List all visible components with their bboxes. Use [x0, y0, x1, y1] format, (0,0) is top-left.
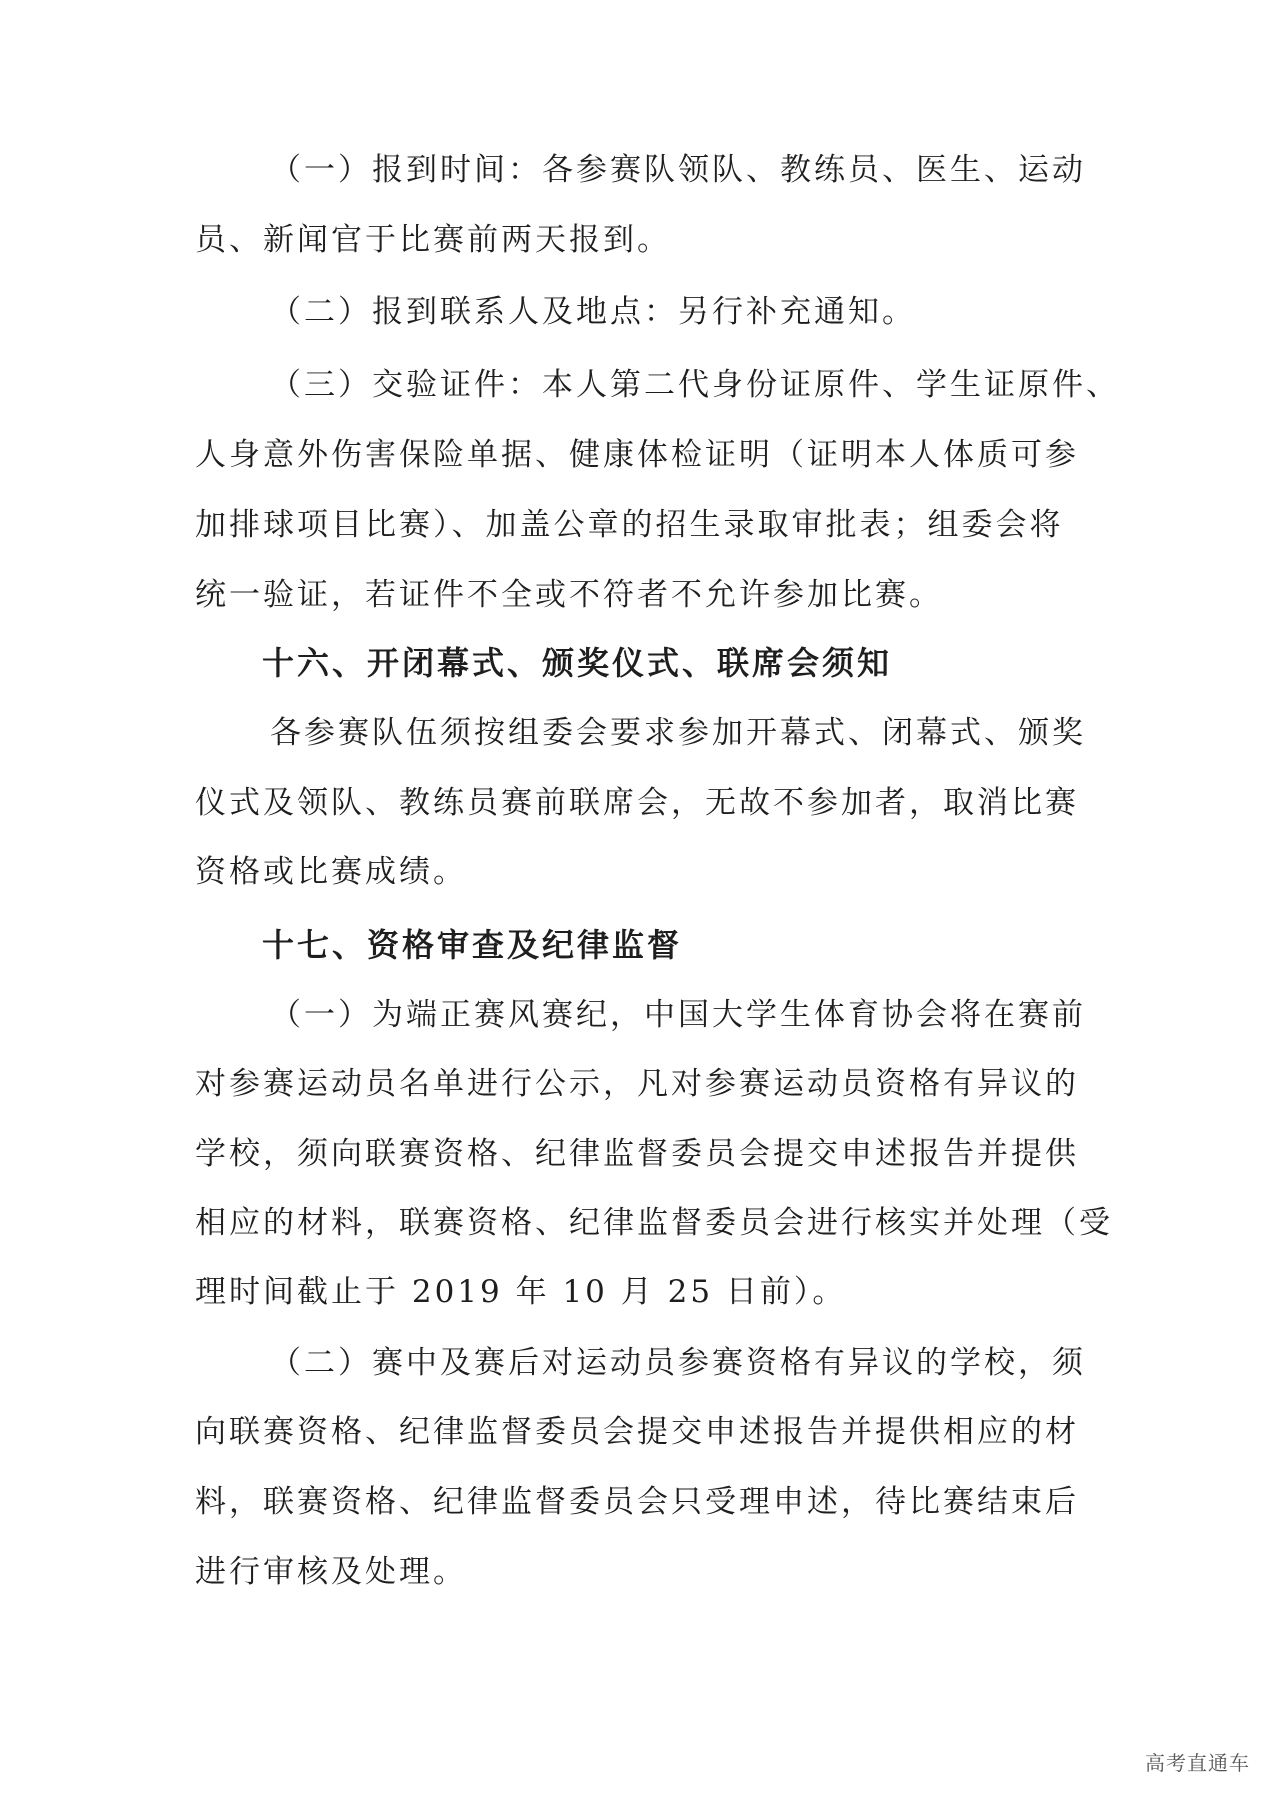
watermark: 高考直通车: [1145, 1751, 1250, 1775]
paragraph-line: （二）报到联系人及地点：另行补充通知。: [270, 294, 916, 330]
paragraph-line: 统一验证，若证件不全或不符者不允许参加比赛。: [195, 577, 943, 613]
paragraph-line: 员、新闻官于比赛前两天报到。: [195, 222, 671, 258]
paragraph-line: （二）赛中及赛后对运动员参赛资格有异议的学校，须: [270, 1345, 1086, 1381]
paragraph-line: 理时间截止于 2019 年 10 月 25 日前）。: [195, 1274, 847, 1310]
paragraph-line: （一）报到时间：各参赛队领队、教练员、医生、运动: [270, 152, 1086, 188]
paragraph-line: 学校，须向联赛资格、纪律监督委员会提交申述报告并提供: [195, 1136, 1079, 1172]
paragraph-line: 各参赛队伍须按组委会要求参加开幕式、闭幕式、颁奖: [270, 715, 1086, 751]
paragraph-line: 进行审核及处理。: [195, 1554, 467, 1590]
section-heading: 十六、开闭幕式、颁奖仪式、联席会须知: [262, 644, 893, 682]
paragraph-line: 仪式及领队、教练员赛前联席会，无故不参加者，取消比赛: [195, 785, 1079, 821]
paragraph-line: 相应的材料，联赛资格、纪律监督委员会进行核实并处理（受: [195, 1205, 1113, 1241]
paragraph-line: 资格或比赛成绩。: [195, 854, 467, 890]
paragraph-line: 向联赛资格、纪律监督委员会提交申述报告并提供相应的材: [195, 1414, 1079, 1450]
section-heading: 十七、资格审查及纪律监督: [262, 926, 683, 964]
paragraph-line: 料，联赛资格、纪律监督委员会只受理申述，待比赛结束后: [195, 1484, 1079, 1520]
paragraph-line: （一）为端正赛风赛纪，中国大学生体育协会将在赛前: [270, 997, 1086, 1033]
paragraph-line: 对参赛运动员名单进行公示，凡对参赛运动员资格有异议的: [195, 1066, 1079, 1102]
paragraph-line: （三）交验证件：本人第二代身份证原件、学生证原件、: [270, 367, 1120, 403]
paragraph-line: 加排球项目比赛）、加盖公章的招生录取审批表；组委会将: [195, 507, 1064, 543]
paragraph-line: 人身意外伤害保险单据、健康体检证明（证明本人体质可参: [195, 437, 1079, 473]
